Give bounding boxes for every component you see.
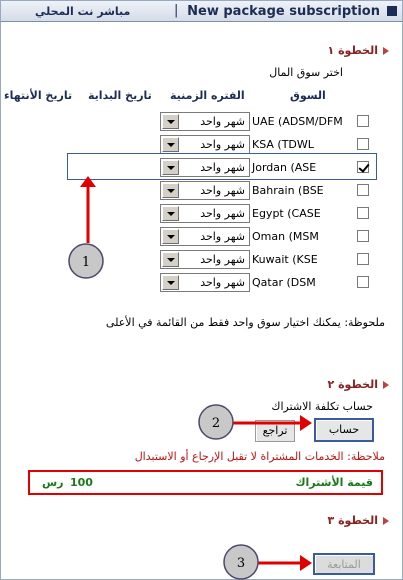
title-separator: | <box>174 3 179 18</box>
continue-button[interactable]: المتابعة <box>313 553 375 575</box>
back-button[interactable]: تراجع <box>255 420 295 442</box>
header-market: السوق <box>290 89 326 102</box>
total-label: قيمة الأشتراك <box>295 476 373 489</box>
market-name: Qatar (DSM <box>252 276 316 289</box>
step2-warning: ملاحظة: الخدمات المشتراة لا تقبل الإرجاع أو الاستبدال <box>134 450 385 463</box>
market-name: Kuwait (KSE <box>252 253 318 266</box>
step2-instruction: حساب تكلفة الاشتراك <box>271 400 373 413</box>
market-name: KSA (TDWL <box>252 138 314 151</box>
callout-2 <box>199 405 312 439</box>
total-value: 100 <box>70 476 93 489</box>
period-value: شهر واحد <box>200 253 245 266</box>
market-name: Egypt (CASE <box>252 207 321 220</box>
period-value: شهر واحد <box>200 207 245 220</box>
step1-label: الخطوة ١ <box>327 44 378 57</box>
market-name: Bahrain (BSE <box>252 184 324 197</box>
callout-2-number: 2 <box>211 416 221 431</box>
market-name: Oman (MSM <box>252 230 319 243</box>
callout-1-number: 1 <box>81 255 91 270</box>
period-value: شهر واحد <box>200 230 245 243</box>
period-value: شهر واحد <box>200 138 245 151</box>
total-currency: رس <box>42 476 64 489</box>
callout-1 <box>69 176 103 278</box>
header-period: الفتره الزمنية <box>170 89 245 102</box>
period-value: شهر واحد <box>200 276 245 289</box>
window-title: New package subscription <box>187 4 380 19</box>
period-value: شهر واحد <box>200 161 245 174</box>
step1-instruction: اختر سوق المال <box>269 66 343 79</box>
market-name: Jordan (ASE <box>252 161 317 174</box>
step1-note: ملحوظة: يمكنك اختيار سوق واحد فقط من القائمة في الأعلى <box>105 316 385 329</box>
step3-label: الخطوة ٣ <box>327 514 378 527</box>
step2-label: الخطوة ٢ <box>327 378 378 391</box>
callout-3-number: 3 <box>236 556 246 571</box>
header-end-date: تاريخ الأنتهاء <box>4 89 73 102</box>
calculate-button[interactable]: حساب <box>314 418 374 442</box>
period-value: شهر واحد <box>200 115 245 128</box>
market-name: UAE (ADSM/DFM <box>252 115 343 128</box>
period-value: شهر واحد <box>200 184 245 197</box>
callout-3 <box>224 545 312 579</box>
window-subtitle: مباشر نت المحلي <box>35 5 131 18</box>
header-start-date: تاريخ البداية <box>88 89 152 102</box>
